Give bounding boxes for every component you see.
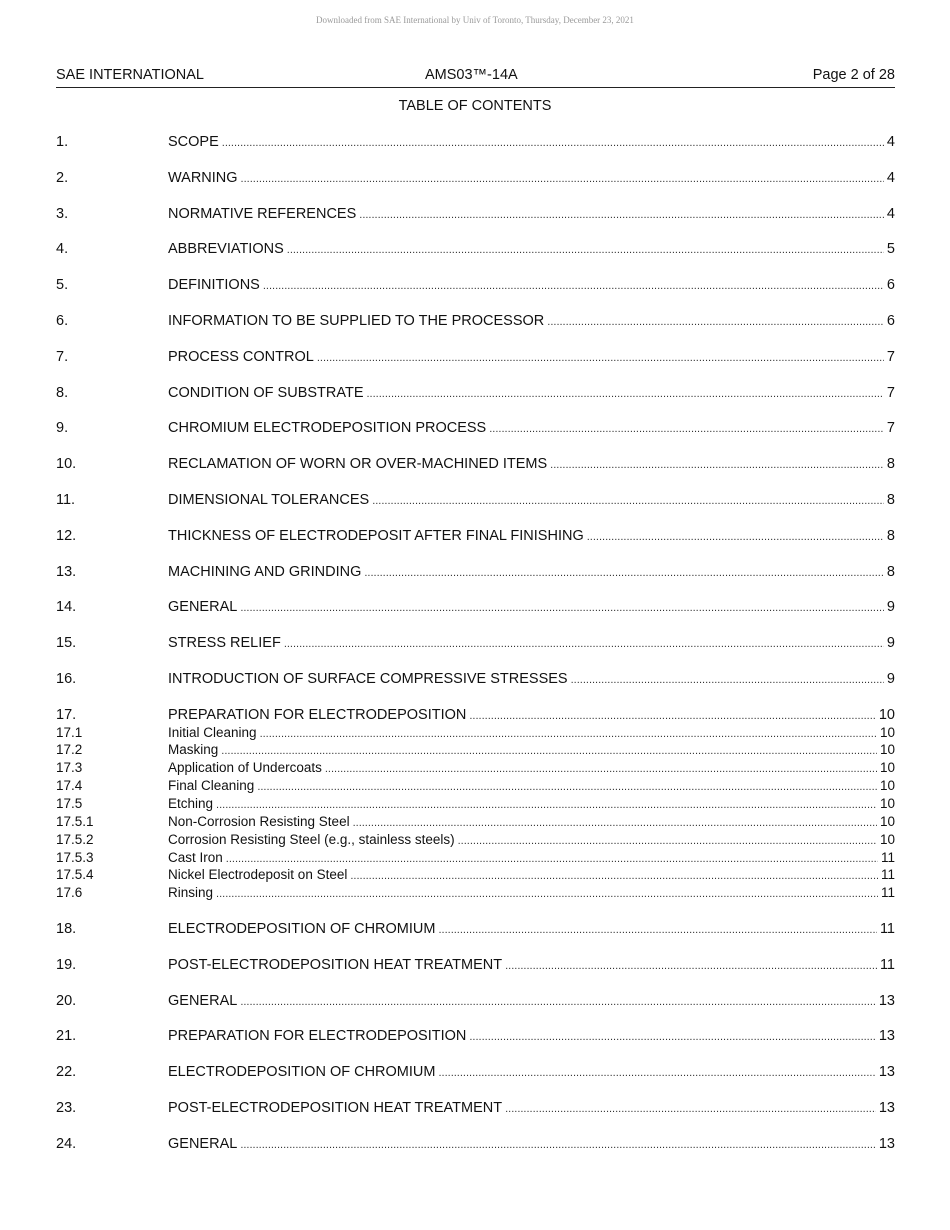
header-page-number: Page 2 of 28 bbox=[812, 67, 895, 83]
toc-entry[interactable] bbox=[56, 1100, 895, 1136]
dot-leader bbox=[240, 996, 876, 1008]
toc-entry-page: 4 bbox=[886, 134, 895, 150]
toc-entry-number: 7. bbox=[56, 348, 69, 365]
dot-leader bbox=[550, 459, 884, 471]
dot-leader bbox=[571, 674, 884, 686]
toc-entry[interactable] bbox=[56, 957, 895, 993]
dot-leader bbox=[240, 1139, 876, 1151]
toc-entry-page: 11 bbox=[880, 885, 895, 901]
toc-entry-page: 13 bbox=[878, 1064, 895, 1081]
toc-subentry[interactable] bbox=[56, 760, 895, 778]
dot-leader bbox=[505, 960, 877, 972]
toc-entry-page: 10 bbox=[879, 778, 895, 794]
dot-leader bbox=[317, 352, 884, 364]
toc-entry-title: PROCESS CONTROL bbox=[168, 348, 314, 365]
toc-entry[interactable] bbox=[56, 921, 895, 957]
toc-entry-title: CONDITION OF SUBSTRATE bbox=[168, 384, 364, 401]
dot-leader bbox=[438, 924, 876, 936]
toc-entry-page: 6 bbox=[886, 277, 895, 294]
toc-entry-number: 17.3 bbox=[56, 760, 83, 776]
dot-leader bbox=[547, 316, 884, 328]
page-header bbox=[56, 67, 895, 88]
toc-entry-title: Cast Iron bbox=[168, 849, 223, 865]
dot-leader bbox=[240, 602, 884, 614]
toc-entry-title: Non-Corrosion Resisting Steel bbox=[168, 813, 350, 829]
toc-subentry[interactable] bbox=[56, 742, 895, 760]
toc-entry-number: 6. bbox=[56, 312, 69, 329]
dot-leader bbox=[587, 531, 884, 543]
toc-entry-title: GENERAL bbox=[168, 1135, 238, 1152]
toc-entry[interactable] bbox=[56, 277, 895, 313]
toc-entry-number: 22. bbox=[56, 1064, 77, 1081]
toc-entry[interactable] bbox=[56, 707, 895, 725]
toc-entry-page: 8 bbox=[886, 491, 895, 508]
dot-leader bbox=[325, 763, 877, 775]
toc-entry-page: 10 bbox=[879, 760, 895, 776]
dot-leader bbox=[241, 173, 884, 185]
toc-entry[interactable] bbox=[56, 993, 895, 1029]
toc-entry-page: 7 bbox=[886, 384, 895, 401]
toc-entry-title: DEFINITIONS bbox=[168, 277, 260, 294]
toc-entry-number: 23. bbox=[56, 1100, 77, 1117]
toc-entry-title: GENERAL bbox=[168, 992, 238, 1009]
toc-entry[interactable] bbox=[56, 134, 895, 170]
toc-entry[interactable] bbox=[56, 599, 895, 635]
toc-entry-number: 9. bbox=[56, 420, 69, 437]
toc-entry-title: RECLAMATION OF WORN OR OVER-MACHINED ITEMS bbox=[168, 456, 548, 473]
toc-entry-page: 4 bbox=[886, 169, 895, 186]
dot-leader bbox=[458, 835, 877, 847]
table-of-contents bbox=[56, 134, 895, 1172]
toc-entry-title: ELECTRODEPOSITION OF CHROMIUM bbox=[168, 1064, 436, 1081]
dot-leader bbox=[367, 388, 884, 400]
toc-entry-page: 8 bbox=[886, 563, 895, 580]
toc-entry-page: 9 bbox=[886, 635, 895, 652]
toc-entry-page: 8 bbox=[886, 527, 895, 544]
dot-leader bbox=[221, 745, 877, 757]
toc-entry-page: 4 bbox=[886, 205, 895, 222]
toc-entry-number: 13. bbox=[56, 563, 77, 580]
dot-leader bbox=[364, 567, 884, 579]
toc-entry-number: 17.5 bbox=[56, 795, 83, 811]
dot-leader bbox=[489, 423, 884, 435]
toc-entry-page: 5 bbox=[886, 241, 895, 258]
toc-entry-number: 17.4 bbox=[56, 778, 83, 794]
toc-entry-page: 10 bbox=[879, 795, 895, 811]
toc-subentry[interactable] bbox=[56, 850, 895, 868]
toc-entry-page: 7 bbox=[886, 348, 895, 365]
toc-subentry[interactable] bbox=[56, 796, 895, 814]
toc-entry-title: CHROMIUM ELECTRODEPOSITION PROCESS bbox=[168, 420, 487, 437]
toc-entry-number: 16. bbox=[56, 670, 77, 687]
toc-entry-title: INTRODUCTION OF SURFACE COMPRESSIVE STRESSES bbox=[168, 670, 568, 687]
dot-leader bbox=[372, 495, 884, 507]
toc-entry-title: Rinsing bbox=[168, 885, 214, 901]
toc-entry-number: 24. bbox=[56, 1135, 77, 1152]
toc-entry-title: Application of Undercoats bbox=[168, 760, 322, 776]
toc-entry-page: 10 bbox=[879, 831, 895, 847]
header-document-id: AMS03™-14A bbox=[425, 67, 518, 83]
dot-leader bbox=[359, 209, 884, 221]
toc-entry-title: WARNING bbox=[168, 169, 238, 186]
dot-leader bbox=[226, 853, 878, 865]
toc-entry-title: GENERAL bbox=[168, 599, 238, 616]
toc-entry[interactable] bbox=[56, 564, 895, 600]
toc-entry-title: INFORMATION TO BE SUPPLIED TO THE PROCESSOR bbox=[168, 312, 545, 329]
toc-entry-title: SCOPE bbox=[168, 134, 219, 150]
toc-entry-page: 13 bbox=[878, 1100, 895, 1117]
toc-entry[interactable] bbox=[56, 385, 895, 421]
toc-entry[interactable] bbox=[56, 1028, 895, 1064]
toc-subentry[interactable] bbox=[56, 832, 895, 850]
toc-entry-number: 19. bbox=[56, 956, 77, 973]
toc-entry[interactable] bbox=[56, 206, 895, 242]
toc-entry[interactable] bbox=[56, 492, 895, 528]
toc-subentry[interactable] bbox=[56, 814, 895, 832]
dot-leader bbox=[222, 137, 884, 149]
dot-leader bbox=[438, 1067, 875, 1079]
toc-entry-number: 17.5.2 bbox=[56, 831, 94, 847]
toc-entry-number: 8. bbox=[56, 384, 69, 401]
toc-entry-title: ABBREVIATIONS bbox=[168, 241, 284, 258]
toc-entry-number: 20. bbox=[56, 992, 77, 1009]
toc-entry-number: 11. bbox=[56, 491, 76, 508]
toc-entry-page: 11 bbox=[880, 849, 895, 865]
toc-entry-number: 17.5.1 bbox=[56, 813, 94, 829]
toc-entry-page: 9 bbox=[886, 599, 895, 616]
toc-entry-number: 14. bbox=[56, 599, 77, 616]
toc-entry[interactable] bbox=[56, 241, 895, 277]
toc-entry-number: 12. bbox=[56, 527, 77, 544]
toc-entry[interactable] bbox=[56, 170, 895, 206]
toc-entry-page: 13 bbox=[878, 1028, 895, 1045]
dot-leader bbox=[260, 728, 877, 740]
toc-entry-title: PREPARATION FOR ELECTRODEPOSITION bbox=[168, 1028, 467, 1045]
toc-entry[interactable] bbox=[56, 1136, 895, 1172]
toc-entry-title: Final Cleaning bbox=[168, 778, 255, 794]
toc-entry-title: ELECTRODEPOSITION OF CHROMIUM bbox=[168, 921, 436, 938]
toc-entry-page: 10 bbox=[878, 706, 895, 723]
header-publisher: SAE INTERNATIONAL bbox=[56, 67, 204, 83]
toc-entry-number: 17.6 bbox=[56, 885, 83, 901]
toc-entry[interactable] bbox=[56, 420, 895, 456]
toc-entry-title: THICKNESS OF ELECTRODEPOSIT AFTER FINAL FINISHING bbox=[168, 527, 584, 544]
toc-entry-number: 2. bbox=[56, 169, 69, 186]
toc-entry-page: 10 bbox=[879, 813, 895, 829]
toc-entry-number: 15. bbox=[56, 635, 77, 652]
dot-leader bbox=[284, 638, 884, 650]
toc-entry-page: 11 bbox=[879, 921, 895, 938]
dot-leader bbox=[353, 817, 877, 829]
download-watermark: Downloaded from SAE International by Univ of Toronto, Thursday, December 23, 2021 bbox=[316, 15, 634, 25]
dot-leader bbox=[287, 244, 884, 256]
toc-subentry[interactable] bbox=[56, 867, 895, 885]
toc-entry-page: 10 bbox=[879, 742, 895, 758]
dot-leader bbox=[505, 1103, 876, 1115]
toc-subentry[interactable] bbox=[56, 778, 895, 796]
toc-entry-title: STRESS RELIEF bbox=[168, 635, 281, 652]
toc-entry-title: DIMENSIONAL TOLERANCES bbox=[168, 491, 370, 508]
dot-leader bbox=[469, 710, 875, 722]
toc-entry-page: 7 bbox=[886, 420, 895, 437]
toc-entry-title: MACHINING AND GRINDING bbox=[168, 563, 362, 580]
dot-leader bbox=[257, 781, 877, 793]
toc-entry-title: POST-ELECTRODEPOSITION HEAT TREATMENT bbox=[168, 1100, 503, 1117]
toc-entry-number: 5. bbox=[56, 277, 69, 294]
toc-entry-number: 1. bbox=[56, 134, 69, 150]
toc-entry-title: Masking bbox=[168, 742, 219, 758]
toc-entry-title: Corrosion Resisting Steel (e.g., stainless steels) bbox=[168, 831, 455, 847]
toc-entry-title: PREPARATION FOR ELECTRODEPOSITION bbox=[168, 706, 467, 723]
toc-entry-number: 3. bbox=[56, 205, 69, 222]
toc-title: TABLE OF CONTENTS bbox=[398, 98, 552, 114]
dot-leader bbox=[350, 870, 878, 882]
toc-entry[interactable] bbox=[56, 1064, 895, 1100]
toc-entry[interactable] bbox=[56, 456, 895, 492]
toc-entry-page: 13 bbox=[878, 1135, 895, 1152]
toc-entry[interactable] bbox=[56, 528, 895, 564]
toc-entry-page: 11 bbox=[879, 956, 895, 973]
toc-entry-page: 13 bbox=[878, 992, 895, 1009]
toc-entry-title: NORMATIVE REFERENCES bbox=[168, 205, 357, 222]
toc-entry-page: 6 bbox=[886, 312, 895, 329]
toc-entry-number: 21. bbox=[56, 1028, 77, 1045]
toc-entry-page: 11 bbox=[880, 867, 895, 883]
toc-entry-number: 17.5.3 bbox=[56, 849, 94, 865]
dot-leader bbox=[216, 888, 878, 900]
toc-entry-title: Initial Cleaning bbox=[168, 724, 257, 740]
toc-subentry[interactable] bbox=[56, 725, 895, 743]
toc-entry-number: 18. bbox=[56, 921, 77, 938]
toc-entry-number: 17.1 bbox=[56, 724, 83, 740]
toc-entry-number: 10. bbox=[56, 456, 77, 473]
toc-entry-number: 17. bbox=[56, 706, 77, 723]
toc-entry[interactable] bbox=[56, 671, 895, 707]
toc-entry-number: 17.5.4 bbox=[56, 867, 94, 883]
toc-entry-number: 4. bbox=[56, 241, 69, 258]
toc-subentry[interactable] bbox=[56, 885, 895, 903]
toc-entry[interactable] bbox=[56, 349, 895, 385]
toc-entry-title: Nickel Electrodeposit on Steel bbox=[168, 867, 348, 883]
dot-leader bbox=[469, 1031, 875, 1043]
toc-entry[interactable] bbox=[56, 313, 895, 349]
dot-leader bbox=[263, 280, 884, 292]
toc-entry-page: 9 bbox=[886, 670, 895, 687]
toc-entry-page: 8 bbox=[886, 456, 895, 473]
toc-entry[interactable] bbox=[56, 635, 895, 671]
dot-leader bbox=[216, 799, 877, 811]
toc-entry-page: 10 bbox=[879, 724, 895, 740]
toc-entry-title: POST-ELECTRODEPOSITION HEAT TREATMENT bbox=[168, 956, 503, 973]
toc-entry-number: 17.2 bbox=[56, 742, 83, 758]
toc-entry-title: Etching bbox=[168, 795, 214, 811]
